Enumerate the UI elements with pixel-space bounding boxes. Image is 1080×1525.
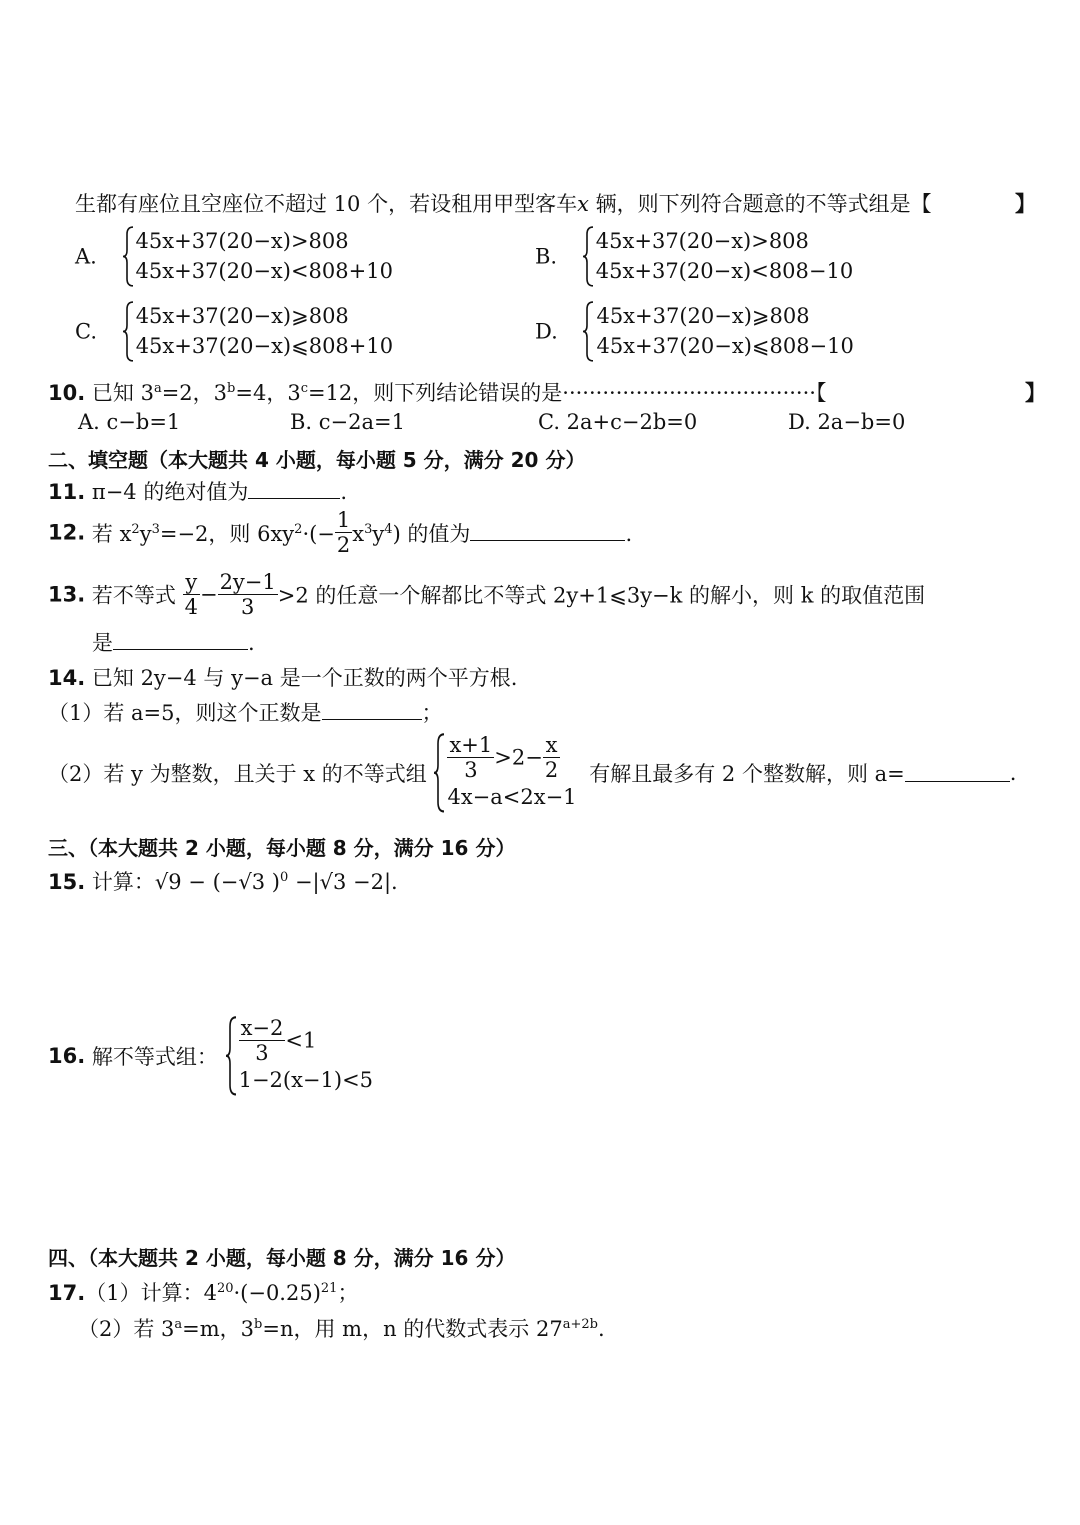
q10-option-a: A. c−b=1 [78, 410, 181, 434]
q9-option-a: A. 45x+37(20−x)>808 45x+37(20−x)<808+10 [75, 226, 393, 287]
fraction: $\frac{x-2}{3}$ [240, 1016, 284, 1066]
q15: 15. 计算：√9 − (−√3 )$^0$ −|√3 −2|. [48, 870, 398, 894]
q9-stem: 生都有座位且空座位不超过 10 个，若设租用甲型客车x 辆，则下列符合题意的不等式组是【 [75, 192, 932, 216]
answer-blank[interactable] [905, 763, 1010, 782]
fraction: $\frac{1}{2}$ [336, 508, 351, 558]
brace-icon [582, 301, 594, 362]
q10-option-d: D. 2a−b=0 [788, 410, 906, 434]
q9-option-c: C. 45x+37(20−x)⩾808 45x+37(20−x)⩽808+10 [75, 301, 393, 362]
q10-answer-bracket-close: 】 [1025, 381, 1046, 405]
q17-part1: 17.（1）计算：$4^{20}\cdot(-0.25)^{21}$； [48, 1281, 359, 1305]
q17-part2: （2）若 $3^a=m$，$3^b=n$，用 m，n 的代数式表示 $27^{a+2b}$. [78, 1317, 605, 1341]
q9-answer-bracket-close: 】 [1015, 192, 1036, 216]
q14-part1: （1）若 a=5，则这个正数是 ； [48, 701, 443, 725]
section-2-heading: 二、填空题（本大题共 4 小题，每小题 5 分，满分 20 分） [48, 448, 586, 472]
q11: 11. π−4 的绝对值为 . [48, 480, 348, 504]
q10-option-b: B. c−2a=1 [290, 410, 405, 434]
q13: 13. 若不等式 $\frac{y}{4}$ − $\frac{2y-1}{3}$ >2 的任意一个解都比不等式 2y+1⩽3y−k 的解小，则 k 的取值范围 [48, 570, 926, 620]
inequality-system: $\frac{x+1}{3}$ >2− $\frac{x}{2}$ 4x−a<2x−1 [433, 733, 576, 813]
brace-icon [122, 226, 134, 287]
brace-icon [225, 1016, 237, 1096]
inequality-system: $\frac{x-2}{3}$ <1 1−2(x−1)<5 [225, 1016, 373, 1096]
answer-blank[interactable] [248, 480, 340, 499]
answer-blank[interactable] [322, 701, 422, 720]
q10-stem: 10. 已知 $3^a=2$，$3^b=4$，$3^c=12$，则下列结论错误的是······································【 [48, 381, 827, 405]
fraction: $\frac{x}{2}$ [544, 733, 559, 783]
q16: 16. 解不等式组： $\frac{x-2}{3}$ <1 1−2(x−1)<5 [48, 1016, 373, 1096]
q13-line2: 是 . [92, 631, 255, 655]
q14-part2: （2）若 y 为整数，且关于 x 的不等式组 $\frac{x+1}{3}$ >2− $\frac{x}{2}$ 4x−a<2x−1 有解且最多有 2 个整数解，则 a= . [48, 733, 1016, 813]
fraction: $\frac{y}{4}$ [184, 570, 198, 620]
q12: 12. 若 $x^2y^3=-2$，则 $6xy^2\cdot(-$ $\frac{1}{2}$ $x^3y^4$) 的值为 . [48, 508, 633, 558]
q10-option-c: C. 2a+c−2b=0 [538, 410, 698, 434]
answer-blank[interactable] [113, 631, 248, 650]
q9-option-d: D. 45x+37(20−x)⩾808 45x+37(20−x)⩽808−10 [535, 301, 854, 362]
brace-icon [582, 226, 594, 287]
fraction: $\frac{x+1}{3}$ [449, 733, 493, 783]
section-4-heading: 四、（本大题共 2 小题，每小题 8 分，满分 16 分） [48, 1246, 516, 1270]
section-3-heading: 三、（本大题共 2 小题，每小题 8 分，满分 16 分） [48, 836, 516, 860]
answer-blank[interactable] [470, 522, 625, 541]
q14-stem: 14. 已知 2y−4 与 y−a 是一个正数的两个平方根. [48, 666, 518, 690]
brace-icon [433, 733, 445, 813]
brace-icon [122, 301, 134, 362]
fraction: $\frac{2y-1}{3}$ [219, 570, 276, 620]
q9-option-b: B. 45x+37(20−x)>808 45x+37(20−x)<808−10 [535, 226, 853, 287]
